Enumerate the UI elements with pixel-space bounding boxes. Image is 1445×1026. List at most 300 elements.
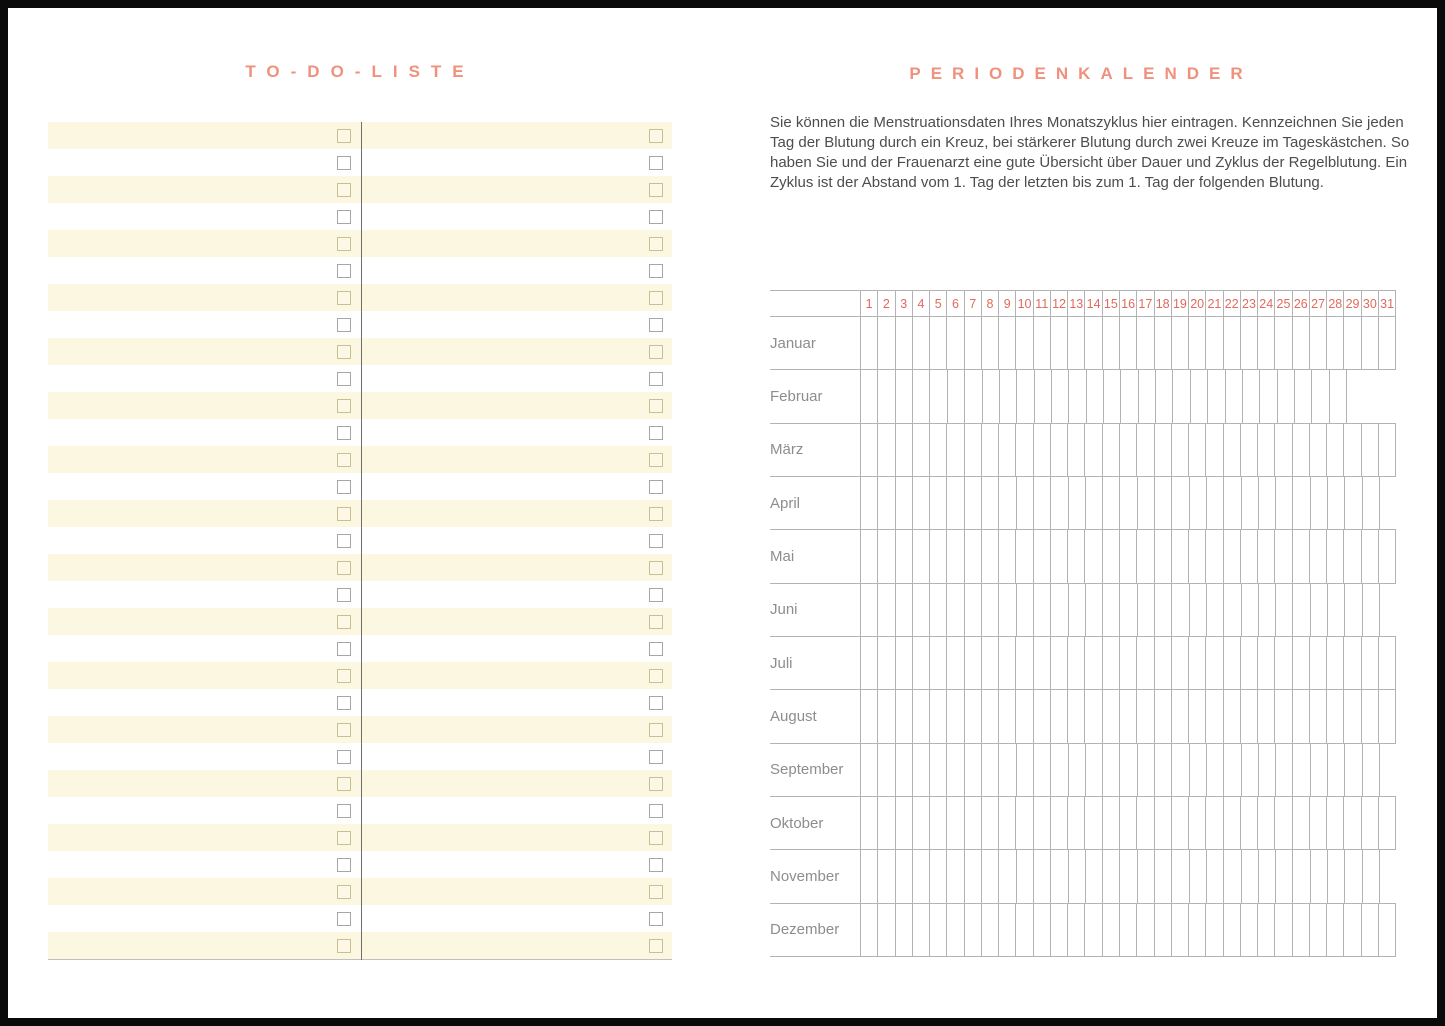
day-cell[interactable] bbox=[1050, 850, 1067, 902]
day-cell[interactable] bbox=[1067, 797, 1084, 849]
day-cell[interactable] bbox=[964, 637, 981, 689]
day-cell[interactable] bbox=[964, 530, 981, 582]
todo-checkbox[interactable] bbox=[337, 669, 351, 683]
day-cell[interactable] bbox=[1311, 370, 1328, 422]
todo-checkbox[interactable] bbox=[649, 210, 663, 224]
day-cell[interactable] bbox=[1257, 637, 1274, 689]
day-cell[interactable] bbox=[1292, 904, 1309, 956]
day-cell[interactable] bbox=[929, 370, 946, 422]
day-cell[interactable] bbox=[964, 424, 981, 476]
day-cell[interactable] bbox=[1343, 690, 1360, 742]
day-cell[interactable] bbox=[1086, 370, 1103, 422]
day-cell[interactable] bbox=[1154, 584, 1171, 636]
day-cell[interactable] bbox=[912, 424, 929, 476]
day-cell[interactable] bbox=[1084, 904, 1101, 956]
day-cell[interactable] bbox=[1223, 424, 1240, 476]
day-cell[interactable] bbox=[1171, 797, 1188, 849]
day-cell[interactable] bbox=[1051, 370, 1068, 422]
day-cell[interactable] bbox=[1136, 424, 1153, 476]
day-cell[interactable] bbox=[1274, 637, 1291, 689]
day-cell[interactable] bbox=[998, 584, 1015, 636]
day-cell[interactable] bbox=[1292, 584, 1309, 636]
day-cell[interactable] bbox=[877, 744, 894, 796]
day-cell[interactable] bbox=[1033, 637, 1050, 689]
day-cell[interactable] bbox=[1275, 850, 1292, 902]
day-cell[interactable] bbox=[1362, 477, 1380, 529]
day-cell[interactable] bbox=[1102, 850, 1119, 902]
todo-checkbox[interactable] bbox=[649, 156, 663, 170]
day-cell[interactable] bbox=[929, 744, 946, 796]
day-cell[interactable] bbox=[1119, 690, 1136, 742]
day-cell[interactable] bbox=[1102, 904, 1119, 956]
day-cell[interactable] bbox=[1137, 584, 1154, 636]
todo-checkbox[interactable] bbox=[649, 885, 663, 899]
todo-checkbox[interactable] bbox=[649, 804, 663, 818]
day-cell[interactable] bbox=[860, 317, 877, 369]
day-cell[interactable] bbox=[1225, 370, 1242, 422]
day-cell[interactable] bbox=[946, 424, 963, 476]
day-cell[interactable] bbox=[1275, 744, 1292, 796]
day-cell[interactable] bbox=[998, 850, 1015, 902]
day-cell[interactable] bbox=[1085, 744, 1102, 796]
day-cell[interactable] bbox=[1292, 317, 1309, 369]
day-cell[interactable] bbox=[1292, 850, 1309, 902]
day-cell[interactable] bbox=[1343, 904, 1360, 956]
todo-checkbox[interactable] bbox=[337, 345, 351, 359]
day-cell[interactable] bbox=[1016, 744, 1033, 796]
todo-checkbox[interactable] bbox=[337, 804, 351, 818]
todo-checkbox[interactable] bbox=[337, 426, 351, 440]
day-cell[interactable] bbox=[1240, 424, 1257, 476]
day-cell[interactable] bbox=[912, 530, 929, 582]
day-cell[interactable] bbox=[877, 584, 894, 636]
day-cell[interactable] bbox=[895, 424, 912, 476]
day-cell[interactable] bbox=[1240, 530, 1257, 582]
day-cell[interactable] bbox=[895, 744, 912, 796]
day-cell[interactable] bbox=[1015, 690, 1032, 742]
day-cell[interactable] bbox=[998, 317, 1015, 369]
day-cell[interactable] bbox=[877, 637, 894, 689]
todo-checkbox[interactable] bbox=[649, 939, 663, 953]
day-cell[interactable] bbox=[1154, 797, 1171, 849]
day-cell[interactable] bbox=[1119, 744, 1136, 796]
day-cell[interactable] bbox=[1274, 530, 1291, 582]
day-cell[interactable] bbox=[912, 797, 929, 849]
day-cell[interactable] bbox=[1326, 530, 1343, 582]
day-cell[interactable] bbox=[1068, 584, 1085, 636]
day-cell[interactable] bbox=[1067, 904, 1084, 956]
day-cell[interactable] bbox=[1361, 690, 1378, 742]
day-cell[interactable] bbox=[1103, 370, 1120, 422]
day-cell[interactable] bbox=[1205, 797, 1222, 849]
day-cell[interactable] bbox=[1084, 424, 1101, 476]
day-cell[interactable] bbox=[1277, 370, 1294, 422]
day-cell[interactable] bbox=[981, 904, 998, 956]
day-cell[interactable] bbox=[1326, 904, 1343, 956]
day-cell[interactable] bbox=[1171, 904, 1188, 956]
day-cell[interactable] bbox=[912, 637, 929, 689]
day-cell[interactable] bbox=[1274, 797, 1291, 849]
day-cell[interactable] bbox=[1119, 637, 1136, 689]
day-cell[interactable] bbox=[1378, 690, 1396, 742]
todo-checkbox[interactable] bbox=[337, 129, 351, 143]
day-cell[interactable] bbox=[929, 797, 946, 849]
day-cell[interactable] bbox=[1362, 850, 1380, 902]
day-cell[interactable] bbox=[1207, 370, 1224, 422]
day-cell[interactable] bbox=[1362, 584, 1380, 636]
day-cell[interactable] bbox=[1136, 637, 1153, 689]
day-cell[interactable] bbox=[1068, 744, 1085, 796]
day-cell[interactable] bbox=[1015, 637, 1032, 689]
day-cell[interactable] bbox=[1257, 317, 1274, 369]
day-cell[interactable] bbox=[1240, 690, 1257, 742]
day-cell[interactable] bbox=[1136, 317, 1153, 369]
day-cell[interactable] bbox=[1344, 584, 1361, 636]
day-cell[interactable] bbox=[1274, 904, 1291, 956]
day-cell[interactable] bbox=[860, 584, 877, 636]
day-cell[interactable] bbox=[981, 477, 998, 529]
day-cell[interactable] bbox=[1274, 317, 1291, 369]
day-cell[interactable] bbox=[877, 850, 894, 902]
day-cell[interactable] bbox=[1102, 637, 1119, 689]
day-cell[interactable] bbox=[1084, 637, 1101, 689]
day-cell[interactable] bbox=[1033, 530, 1050, 582]
day-cell[interactable] bbox=[1344, 744, 1361, 796]
day-cell[interactable] bbox=[1188, 690, 1205, 742]
day-cell[interactable] bbox=[877, 370, 894, 422]
day-cell[interactable] bbox=[1136, 904, 1153, 956]
day-cell[interactable] bbox=[1033, 690, 1050, 742]
day-cell[interactable] bbox=[1257, 530, 1274, 582]
day-cell[interactable] bbox=[1327, 850, 1344, 902]
day-cell[interactable] bbox=[1154, 744, 1171, 796]
day-cell[interactable] bbox=[1309, 424, 1326, 476]
day-cell[interactable] bbox=[1361, 797, 1378, 849]
day-cell[interactable] bbox=[912, 744, 929, 796]
todo-checkbox[interactable] bbox=[649, 426, 663, 440]
day-cell[interactable] bbox=[1119, 584, 1136, 636]
todo-checkbox[interactable] bbox=[337, 507, 351, 521]
day-cell[interactable] bbox=[1344, 850, 1361, 902]
todo-checkbox[interactable] bbox=[649, 831, 663, 845]
todo-checkbox[interactable] bbox=[337, 480, 351, 494]
day-cell[interactable] bbox=[1292, 797, 1309, 849]
day-cell[interactable] bbox=[912, 904, 929, 956]
day-cell[interactable] bbox=[946, 797, 963, 849]
day-cell[interactable] bbox=[860, 690, 877, 742]
todo-checkbox[interactable] bbox=[337, 534, 351, 548]
day-cell[interactable] bbox=[1154, 637, 1171, 689]
day-cell[interactable] bbox=[1050, 530, 1067, 582]
day-cell[interactable] bbox=[1343, 424, 1360, 476]
day-cell[interactable] bbox=[1223, 744, 1240, 796]
day-cell[interactable] bbox=[877, 424, 894, 476]
day-cell[interactable] bbox=[895, 477, 912, 529]
day-cell[interactable] bbox=[895, 690, 912, 742]
day-cell[interactable] bbox=[946, 477, 963, 529]
day-cell[interactable] bbox=[1067, 690, 1084, 742]
todo-checkbox[interactable] bbox=[649, 858, 663, 872]
day-cell[interactable] bbox=[1275, 584, 1292, 636]
day-cell[interactable] bbox=[1016, 850, 1033, 902]
day-cell[interactable] bbox=[1154, 690, 1171, 742]
day-cell[interactable] bbox=[1343, 797, 1360, 849]
todo-checkbox[interactable] bbox=[649, 750, 663, 764]
day-cell[interactable] bbox=[895, 317, 912, 369]
day-cell[interactable] bbox=[1223, 690, 1240, 742]
day-cell[interactable] bbox=[929, 477, 946, 529]
day-cell[interactable] bbox=[1015, 317, 1032, 369]
day-cell[interactable] bbox=[929, 850, 946, 902]
day-cell[interactable] bbox=[946, 530, 963, 582]
day-cell[interactable] bbox=[1033, 424, 1050, 476]
todo-checkbox[interactable] bbox=[337, 588, 351, 602]
todo-checkbox[interactable] bbox=[649, 777, 663, 791]
day-cell[interactable] bbox=[1241, 477, 1258, 529]
todo-checkbox[interactable] bbox=[337, 777, 351, 791]
day-cell[interactable] bbox=[1138, 370, 1155, 422]
todo-checkbox[interactable] bbox=[337, 183, 351, 197]
day-cell[interactable] bbox=[1119, 477, 1136, 529]
day-cell[interactable] bbox=[1258, 850, 1275, 902]
day-cell[interactable] bbox=[1326, 690, 1343, 742]
day-cell[interactable] bbox=[1240, 904, 1257, 956]
day-cell[interactable] bbox=[1275, 477, 1292, 529]
day-cell[interactable] bbox=[1327, 584, 1344, 636]
day-cell[interactable] bbox=[1033, 317, 1050, 369]
day-cell[interactable] bbox=[1171, 690, 1188, 742]
day-cell[interactable] bbox=[1188, 904, 1205, 956]
day-cell[interactable] bbox=[1206, 584, 1223, 636]
day-cell[interactable] bbox=[964, 850, 981, 902]
day-cell[interactable] bbox=[1257, 797, 1274, 849]
day-cell[interactable] bbox=[1050, 637, 1067, 689]
day-cell[interactable] bbox=[1016, 584, 1033, 636]
day-cell[interactable] bbox=[929, 584, 946, 636]
day-cell[interactable] bbox=[1190, 370, 1207, 422]
day-cell[interactable] bbox=[1050, 477, 1067, 529]
day-cell[interactable] bbox=[1033, 850, 1050, 902]
day-cell[interactable] bbox=[1361, 637, 1378, 689]
day-cell[interactable] bbox=[1067, 317, 1084, 369]
day-cell[interactable] bbox=[1154, 530, 1171, 582]
day-cell[interactable] bbox=[964, 797, 981, 849]
day-cell[interactable] bbox=[1309, 904, 1326, 956]
todo-checkbox[interactable] bbox=[337, 156, 351, 170]
day-cell[interactable] bbox=[1068, 370, 1085, 422]
day-cell[interactable] bbox=[860, 797, 877, 849]
day-cell[interactable] bbox=[1067, 637, 1084, 689]
day-cell[interactable] bbox=[998, 797, 1015, 849]
day-cell[interactable] bbox=[1223, 317, 1240, 369]
day-cell[interactable] bbox=[877, 317, 894, 369]
day-cell[interactable] bbox=[998, 477, 1015, 529]
day-cell[interactable] bbox=[998, 904, 1015, 956]
day-cell[interactable] bbox=[1258, 744, 1275, 796]
day-cell[interactable] bbox=[1119, 317, 1136, 369]
day-cell[interactable] bbox=[1189, 850, 1206, 902]
day-cell[interactable] bbox=[860, 850, 877, 902]
day-cell[interactable] bbox=[981, 424, 998, 476]
todo-checkbox[interactable] bbox=[337, 696, 351, 710]
day-cell[interactable] bbox=[1240, 637, 1257, 689]
day-cell[interactable] bbox=[1241, 850, 1258, 902]
day-cell[interactable] bbox=[1154, 424, 1171, 476]
day-cell[interactable] bbox=[1119, 424, 1136, 476]
day-cell[interactable] bbox=[1205, 317, 1222, 369]
day-cell[interactable] bbox=[1136, 530, 1153, 582]
day-cell[interactable] bbox=[1102, 690, 1119, 742]
day-cell[interactable] bbox=[1085, 584, 1102, 636]
day-cell[interactable] bbox=[860, 744, 877, 796]
day-cell[interactable] bbox=[1205, 530, 1222, 582]
day-cell[interactable] bbox=[1362, 744, 1380, 796]
todo-checkbox[interactable] bbox=[337, 372, 351, 386]
day-cell[interactable] bbox=[1155, 370, 1172, 422]
day-cell[interactable] bbox=[1241, 584, 1258, 636]
day-cell[interactable] bbox=[1259, 370, 1276, 422]
day-cell[interactable] bbox=[929, 904, 946, 956]
todo-checkbox[interactable] bbox=[337, 912, 351, 926]
day-cell[interactable] bbox=[1309, 797, 1326, 849]
day-cell[interactable] bbox=[964, 317, 981, 369]
day-cell[interactable] bbox=[1310, 744, 1327, 796]
day-cell[interactable] bbox=[877, 797, 894, 849]
day-cell[interactable] bbox=[1378, 424, 1396, 476]
day-cell[interactable] bbox=[1326, 797, 1343, 849]
day-cell[interactable] bbox=[1188, 797, 1205, 849]
day-cell[interactable] bbox=[1154, 850, 1171, 902]
day-cell[interactable] bbox=[1085, 850, 1102, 902]
day-cell[interactable] bbox=[1361, 904, 1378, 956]
day-cell[interactable] bbox=[1068, 850, 1085, 902]
day-cell[interactable] bbox=[1188, 424, 1205, 476]
day-cell[interactable] bbox=[860, 904, 877, 956]
day-cell[interactable] bbox=[1241, 744, 1258, 796]
day-cell[interactable] bbox=[1223, 637, 1240, 689]
day-cell[interactable] bbox=[895, 637, 912, 689]
day-cell[interactable] bbox=[1015, 797, 1032, 849]
day-cell[interactable] bbox=[912, 584, 929, 636]
todo-checkbox[interactable] bbox=[649, 372, 663, 386]
day-cell[interactable] bbox=[1102, 424, 1119, 476]
day-cell[interactable] bbox=[1257, 424, 1274, 476]
day-cell[interactable] bbox=[1102, 744, 1119, 796]
day-cell[interactable] bbox=[1015, 530, 1032, 582]
todo-checkbox[interactable] bbox=[649, 723, 663, 737]
day-cell[interactable] bbox=[1050, 317, 1067, 369]
day-cell[interactable] bbox=[1292, 744, 1309, 796]
day-cell[interactable] bbox=[1171, 850, 1188, 902]
todo-checkbox[interactable] bbox=[649, 237, 663, 251]
day-cell[interactable] bbox=[1154, 904, 1171, 956]
day-cell[interactable] bbox=[1067, 424, 1084, 476]
day-cell[interactable] bbox=[1119, 850, 1136, 902]
day-cell[interactable] bbox=[1015, 424, 1032, 476]
day-cell[interactable] bbox=[877, 477, 894, 529]
todo-checkbox[interactable] bbox=[337, 291, 351, 305]
day-cell[interactable] bbox=[1120, 370, 1137, 422]
day-cell[interactable] bbox=[1329, 370, 1347, 422]
day-cell[interactable] bbox=[1292, 424, 1309, 476]
day-cell[interactable] bbox=[1206, 744, 1223, 796]
day-cell[interactable] bbox=[1189, 744, 1206, 796]
day-cell[interactable] bbox=[1084, 690, 1101, 742]
day-cell[interactable] bbox=[1310, 850, 1327, 902]
day-cell[interactable] bbox=[1171, 317, 1188, 369]
todo-checkbox[interactable] bbox=[337, 318, 351, 332]
day-cell[interactable] bbox=[1102, 317, 1119, 369]
day-cell[interactable] bbox=[1310, 477, 1327, 529]
day-cell[interactable] bbox=[1085, 477, 1102, 529]
day-cell[interactable] bbox=[1050, 744, 1067, 796]
day-cell[interactable] bbox=[1344, 477, 1361, 529]
day-cell[interactable] bbox=[1119, 904, 1136, 956]
todo-checkbox[interactable] bbox=[649, 291, 663, 305]
day-cell[interactable] bbox=[964, 904, 981, 956]
todo-checkbox[interactable] bbox=[649, 399, 663, 413]
todo-checkbox[interactable] bbox=[337, 210, 351, 224]
day-cell[interactable] bbox=[1240, 797, 1257, 849]
day-cell[interactable] bbox=[1015, 904, 1032, 956]
day-cell[interactable] bbox=[860, 530, 877, 582]
day-cell[interactable] bbox=[998, 690, 1015, 742]
day-cell[interactable] bbox=[1033, 744, 1050, 796]
day-cell[interactable] bbox=[860, 424, 877, 476]
day-cell[interactable] bbox=[1206, 850, 1223, 902]
day-cell[interactable] bbox=[860, 477, 877, 529]
todo-checkbox[interactable] bbox=[337, 858, 351, 872]
day-cell[interactable] bbox=[1137, 744, 1154, 796]
day-cell[interactable] bbox=[1188, 530, 1205, 582]
day-cell[interactable] bbox=[1171, 584, 1188, 636]
day-cell[interactable] bbox=[1154, 317, 1171, 369]
day-cell[interactable] bbox=[1188, 637, 1205, 689]
day-cell[interactable] bbox=[1119, 797, 1136, 849]
day-cell[interactable] bbox=[877, 904, 894, 956]
day-cell[interactable] bbox=[998, 637, 1015, 689]
day-cell[interactable] bbox=[999, 370, 1016, 422]
todo-checkbox[interactable] bbox=[649, 507, 663, 521]
todo-checkbox[interactable] bbox=[337, 399, 351, 413]
day-cell[interactable] bbox=[1136, 690, 1153, 742]
day-cell[interactable] bbox=[1309, 637, 1326, 689]
day-cell[interactable] bbox=[1205, 690, 1222, 742]
day-cell[interactable] bbox=[1033, 477, 1050, 529]
day-cell[interactable] bbox=[1171, 477, 1188, 529]
day-cell[interactable] bbox=[1326, 424, 1343, 476]
day-cell[interactable] bbox=[1326, 637, 1343, 689]
day-cell[interactable] bbox=[1084, 797, 1101, 849]
day-cell[interactable] bbox=[1102, 477, 1119, 529]
day-cell[interactable] bbox=[1223, 797, 1240, 849]
day-cell[interactable] bbox=[1050, 797, 1067, 849]
day-cell[interactable] bbox=[1102, 584, 1119, 636]
day-cell[interactable] bbox=[1188, 317, 1205, 369]
todo-checkbox[interactable] bbox=[649, 912, 663, 926]
day-cell[interactable] bbox=[981, 584, 998, 636]
day-cell[interactable] bbox=[895, 904, 912, 956]
day-cell[interactable] bbox=[946, 690, 963, 742]
day-cell[interactable] bbox=[946, 317, 963, 369]
day-cell[interactable] bbox=[1292, 690, 1309, 742]
day-cell[interactable] bbox=[1189, 477, 1206, 529]
todo-checkbox[interactable] bbox=[337, 615, 351, 629]
day-cell[interactable] bbox=[1292, 530, 1309, 582]
day-cell[interactable] bbox=[1102, 530, 1119, 582]
day-cell[interactable] bbox=[1274, 690, 1291, 742]
todo-checkbox[interactable] bbox=[649, 345, 663, 359]
